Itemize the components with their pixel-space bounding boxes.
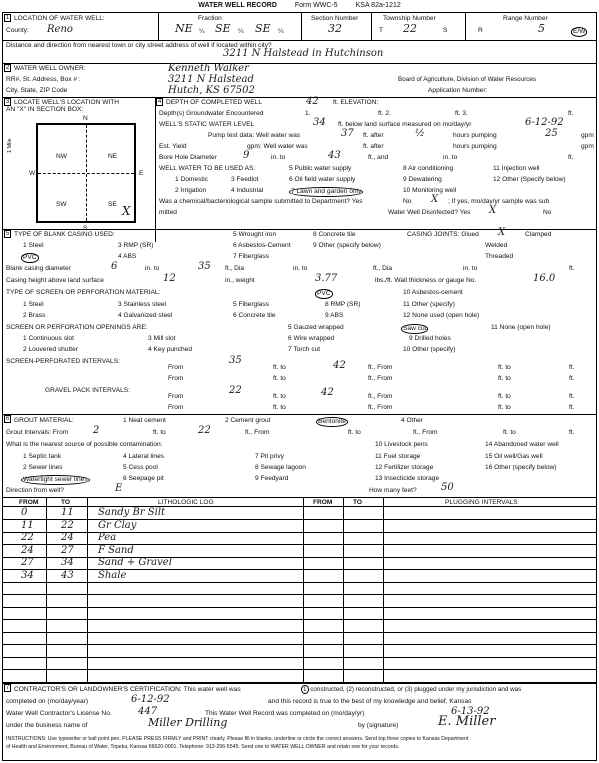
quarter-mark: ¼ bbox=[238, 28, 244, 35]
perf-to[interactable]: 42 bbox=[333, 360, 346, 371]
direction-value[interactable]: E bbox=[115, 483, 123, 494]
use-lawn-circled[interactable]: 7 Lawn and garden only bbox=[291, 188, 362, 195]
log-rule bbox=[3, 607, 596, 608]
instructions-2: of Health and Environment, Bureau of Water, Topeka, Kansas 66620-0001. Telephone: 913-296-5545. Send one to WATER WELL OWNER and retain one for your records. bbox=[6, 744, 400, 750]
log-rule bbox=[3, 644, 596, 645]
county-value[interactable]: Reno bbox=[47, 24, 73, 35]
section-3-number: 3 bbox=[5, 99, 10, 105]
static-date[interactable]: 6-12-92 bbox=[525, 117, 564, 128]
record-date[interactable]: 6-13-92 bbox=[451, 706, 490, 717]
mile-label: 1 Mile bbox=[7, 138, 13, 153]
log-row-to[interactable]: 27 bbox=[61, 544, 74, 556]
ne-label: NE bbox=[108, 153, 118, 160]
form-frame: 1 LOCATION OF WATER WELL: County: Reno Fraction NE ¼ SE ¼ SE ¼ Section Number 32 Township Number T 22 S Range Number R 5 E/W Distance and direction from nearest town or city street address of well if located within city? 3211 N Halstead in Hutchinson 2 WATER WELL OWNER: Kenneth Walker RR#, St. Address, Box # : 3211 N Halstead City, State, ZIP Code Hutch, KS 67502 Board of Agriculture, Division of Water Resources Application Number: 3 LOCATE WELL'S LOCATION WITH AN "X" IN SECTION BOX: N S W E 1 Mile NW NE SW SE X 4 DEPTH OF COMPLETED WELL 42 ft. ELEVATION: Depth(s) Groundwater Encountered 1. ft. 2. ft. 3. ft. WELL'S STATIC WATER LEVEL 34 ft. below land surface measured on mo/day/yr 6-12-92 Pump test data: Well water was 37 ft. after ½ hours pumping 25 gpm Est. Yield gpm: Well water was ft. after hours pumping gpm Bore Hole Diameter 9 in. to 43 ft., and in. to ft. WELL WATER TO BE USED AS: 5 Public water supply 8 Air conditioning 11 Injection well 1 Domestic 3 Feedlot 6 Oil field water supply 9 Dewatering 12 Other (Specify below) 2 Irrigation 4 Industrial 7 Lawn and garden only 10 Monitoring well Was a chemical/bacteriological sample submitted to Department? Yes No X ; If yes, mo/day/yr sample was sub mitted Water Well Disinfected? Yes X No 5 TYPE OF BLANK CASING USED: 5 Wrought iron 8 Concrete tile CASING JOINTS: Glued X Clamped 1 Steel 3 RMP (SR) 6 Asbestos-Cement 9 Other (specify below) Welded PVC 4 ABS 7 Fiberglass Threaded Blank casing diameter 6 in. to 35 ft., Dia in. to ft., Dia in. to ft. Casing height above land surface 12 in., weight 3.77 lbs./ft. Wall thickness or gauge No. 16.0 TYPE OF SCREEN OR PERFORATION MATERIAL: PVC 10 Asbestos-cement 1 Steel 3 Stainless steel 5 Fiberglass 8 RMP (SR) 11 Other (specify) 2 Brass 4 Galvanized steel 6 Concrete tile 9 ABS 12 None used (open hole) SCREEN OR PERFORATION OPENINGS ARE: 5 Gauzed wrapped Saw cut 11 None (open hole) 1 Continuous slot 3 Mill slot 6 Wire wrapped 9 Drilled holes 2 Louvered shutter 4 Key punched 7 Torch cut 10 Other (specify) SCREEN-PERFORATED INTERVALS: From 35 ft. to 42 ft., From ft. to ft. From ft. to ft., From ft. to ft. GRAVEL PACK INTERVALS: From 22 ft. to 42 ft., From ft. to ft. From ft. to ft., From ft. to ft. 6 GROUT MATERIAL: 1 Neat cement 2 Cement grout Bentonite 4 Other Grout Intervals: From 2 ft. to 22 ft., From ft. to ft., From ft. to ft. What is the nearest source of possible contamination: 10 Livestock pens 14 Abandoned water well 1 Septic tank 4 Lateral lines 7 Pit privy 11 Fuel storage 15 Oil well/Gas well 2 Sewer lines 5 Cess pool 8 Sewage lagoon 12 Fertilizer storage 16 Other (specify below) Watertight sewer lines 6 Seepage pit 9 Feedyard 13 Insecticide storage Direction from well? E How many feet? 50 FROM TO LITHOLOGIC LOG FROM TO PLUGGING INTERVALS 0 11 Sandy Br Silt 11 22 Gr Clay 22 24 Pea 24 27 F Sand 27 34 Sand + Gravel 34 43 Shale 7 CONTRACTOR'S OR LANDOWNER'S CERTIFICATION: This water well was 1 constructed, (2) reconstructed, or (3) plugged under my jurisdiction and was completed on (mo/day/year) 6-12-92 and this record is true to the best of my knowledge and belief. Kansas Water Well Contractor's License No. 447 This Water Well Record was completed on (mo/day/yr) 6-13-92 under the business name of Miller Drilling by (signature) E. Miller INSTRUCTIONS: Use typewriter or ball point pen. PLEASE PRESS FIRMLY and PRINT clearly. Please fill in blanks, underline or circle the correct answers. Send top three copies to Kansas Department of Health and Environment, Bureau of Water, Topeka, Kansas 66620-0001. Telephone: 913-296-5545. Send one to WATER WELL OWNER and retain one for your records. bbox=[2, 12, 597, 761]
perf-from[interactable]: 35 bbox=[229, 355, 242, 366]
pump-ft[interactable]: 37 bbox=[341, 128, 354, 139]
disinfect-yes-mark[interactable]: X bbox=[489, 205, 497, 216]
static-value[interactable]: 34 bbox=[313, 117, 326, 128]
log-row-description[interactable]: Shale bbox=[98, 569, 127, 581]
joints-glued-mark[interactable]: X bbox=[498, 227, 506, 238]
section-5-number: 5 bbox=[5, 231, 10, 237]
fraction-label: Fraction bbox=[198, 15, 222, 22]
use-label: WELL WATER TO BE USED AS: bbox=[159, 165, 256, 172]
log-row-to[interactable]: 11 bbox=[61, 507, 74, 518]
log-row-from[interactable]: 24 bbox=[21, 544, 34, 556]
form-number: Form WWC-5 bbox=[294, 2, 338, 9]
east-label: E bbox=[139, 170, 144, 177]
casing-diameter[interactable]: 6 bbox=[111, 261, 118, 272]
log-row-description[interactable]: Sand + Gravel bbox=[98, 557, 172, 568]
log-rule bbox=[3, 532, 596, 533]
south-label: S bbox=[83, 225, 88, 232]
section-grid[interactable] bbox=[36, 123, 136, 223]
depth-label: DEPTH OF COMPLETED WELL bbox=[166, 99, 262, 106]
log-row-description[interactable]: Pea bbox=[98, 532, 117, 543]
grout-bentonite-circled[interactable]: Bentonite bbox=[318, 418, 346, 425]
log-rule bbox=[3, 544, 596, 545]
township-s: S bbox=[443, 27, 448, 34]
location-label: LOCATION OF WATER WELL: bbox=[14, 15, 105, 22]
section-2-number: 2 bbox=[5, 65, 10, 71]
log-row-description[interactable]: Gr Clay bbox=[98, 519, 137, 531]
completed-date[interactable]: 6-12-92 bbox=[131, 694, 170, 705]
feet-value[interactable]: 50 bbox=[441, 482, 454, 493]
fraction-q1[interactable]: NE bbox=[175, 22, 193, 35]
cert-constructed-circled[interactable]: 1 constructed, (2) reconstructed, or (3) plugged under my jurisdiction and was bbox=[303, 686, 522, 693]
log-rule bbox=[3, 669, 596, 670]
log-row-to[interactable]: 43 bbox=[61, 569, 74, 581]
log-rule bbox=[3, 582, 596, 583]
log-rule bbox=[3, 557, 596, 558]
address-value[interactable]: 3211 N Halstead bbox=[168, 74, 254, 85]
form-ksa: KSA 82a-1212 bbox=[355, 2, 401, 9]
gravel-to[interactable]: 42 bbox=[321, 387, 334, 398]
pump-gpm[interactable]: 25 bbox=[545, 128, 558, 139]
locate-label-2: AN "X" IN SECTION BOX: bbox=[6, 106, 84, 113]
log-row-description[interactable]: Sandy Br Silt bbox=[98, 507, 166, 518]
casing-pvc-circled[interactable]: PVC bbox=[23, 254, 37, 261]
instructions-1: INSTRUCTIONS: Use typewriter or ball point pen. PLEASE PRESS FIRMLY and PRINT clearly. Please fill in blanks, underline or circle the correct answers. Send top three copies to Kansas Department bbox=[6, 736, 469, 742]
bore-diameter[interactable]: 9 bbox=[243, 150, 250, 161]
casing-weight[interactable]: 3.77 bbox=[315, 273, 338, 284]
distance-label: Distance and direction from nearest town or city street address of well if located within city? bbox=[6, 42, 272, 49]
gravel-from[interactable]: 22 bbox=[229, 385, 242, 396]
pump-hours[interactable]: ½ bbox=[415, 128, 425, 139]
owner-value[interactable]: Kenneth Walker bbox=[168, 63, 249, 74]
fraction-q2[interactable]: SE bbox=[215, 22, 231, 35]
range-ew: E/W bbox=[573, 28, 586, 35]
static-label: WELL'S STATIC WATER LEVEL bbox=[159, 121, 255, 128]
gauge-value[interactable]: 16.0 bbox=[533, 273, 556, 284]
quarter-mark: ¼ bbox=[278, 28, 284, 35]
casing-height[interactable]: 12 bbox=[163, 273, 176, 284]
board-label: Board of Agriculture, Division of Water Resources bbox=[398, 76, 537, 83]
casing-label: TYPE OF BLANK CASING USED: bbox=[14, 231, 115, 238]
distance-value[interactable]: 3211 N Halstead in Hutchinson bbox=[223, 48, 384, 59]
log-rule bbox=[3, 657, 596, 658]
nw-label: NW bbox=[56, 153, 67, 160]
opening-saw-cut-circled[interactable]: Saw cut bbox=[403, 325, 427, 332]
address-label: RR#, St. Address, Box # : bbox=[6, 76, 81, 83]
range-number[interactable]: 5 bbox=[538, 22, 545, 35]
log-row-to[interactable]: 22 bbox=[61, 519, 74, 531]
township-label: Township Number bbox=[383, 15, 436, 22]
section-number-label: Section Number bbox=[311, 15, 359, 22]
owner-label: WATER WELL OWNER: bbox=[14, 65, 86, 72]
locate-label-1: LOCATE WELL'S LOCATION WITH bbox=[14, 99, 120, 106]
log-row-from[interactable]: 34 bbox=[21, 569, 34, 581]
bore-depth[interactable]: 43 bbox=[328, 150, 341, 161]
grout-from[interactable]: 2 bbox=[93, 425, 100, 436]
signature: E. Miller bbox=[438, 714, 496, 729]
log-row-to[interactable]: 34 bbox=[61, 557, 74, 568]
section-7-number: 7 bbox=[5, 685, 10, 691]
section-1-number: 1 bbox=[5, 15, 10, 21]
screen-pvc-circled[interactable]: PVC bbox=[317, 290, 331, 297]
log-row-from[interactable]: 22 bbox=[21, 532, 34, 543]
log-row-from[interactable]: 0 bbox=[21, 507, 28, 518]
depth-value[interactable]: 42 bbox=[306, 96, 319, 107]
log-rule bbox=[3, 632, 596, 633]
chem-no-mark[interactable]: X bbox=[431, 194, 439, 205]
township-t: T bbox=[379, 27, 384, 34]
city-value[interactable]: Hutch, KS 67502 bbox=[168, 85, 255, 96]
city-label: City, State, ZIP Code bbox=[6, 87, 68, 94]
log-rule bbox=[3, 569, 596, 570]
log-rule bbox=[3, 594, 596, 595]
form-title: WATER WELL RECORD bbox=[198, 2, 277, 9]
form-header bbox=[0, 0, 599, 12]
section-number[interactable]: 32 bbox=[328, 22, 342, 35]
log-rule bbox=[3, 519, 596, 520]
section-6-number: 6 bbox=[5, 416, 10, 422]
casing-to-ft[interactable]: 35 bbox=[198, 261, 211, 272]
sw-label: SW bbox=[56, 201, 67, 208]
elevation-label: ft. ELEVATION: bbox=[333, 99, 379, 106]
log-rule bbox=[3, 619, 596, 620]
quarter-mark: ¼ bbox=[199, 28, 205, 35]
north-label: N bbox=[83, 115, 88, 122]
se-label: SE bbox=[108, 201, 117, 208]
west-label: W bbox=[29, 170, 36, 177]
contam-watertight-circled[interactable]: Watertight sewer lines bbox=[23, 476, 88, 483]
log-row-from[interactable]: 11 bbox=[21, 519, 34, 531]
log-row-description[interactable]: F Sand bbox=[98, 544, 134, 556]
log-row-to[interactable]: 24 bbox=[61, 532, 74, 543]
range-r: R bbox=[478, 27, 483, 34]
business-name[interactable]: Miller Drilling bbox=[148, 716, 228, 729]
range-label: Range Number bbox=[503, 15, 548, 22]
county-label: County: bbox=[6, 27, 29, 34]
groundwater-label: Depth(s) Groundwater Encountered bbox=[159, 110, 264, 117]
application-number-label: Application Number: bbox=[428, 87, 488, 94]
location-x-mark: X bbox=[122, 204, 131, 218]
log-row-from[interactable]: 27 bbox=[21, 557, 34, 568]
grout-to[interactable]: 22 bbox=[198, 425, 211, 436]
section-4-number: 4 bbox=[157, 99, 162, 105]
license-number[interactable]: 447 bbox=[138, 706, 158, 717]
fraction-q3[interactable]: SE bbox=[255, 22, 271, 35]
township-number[interactable]: 22 bbox=[403, 22, 417, 35]
